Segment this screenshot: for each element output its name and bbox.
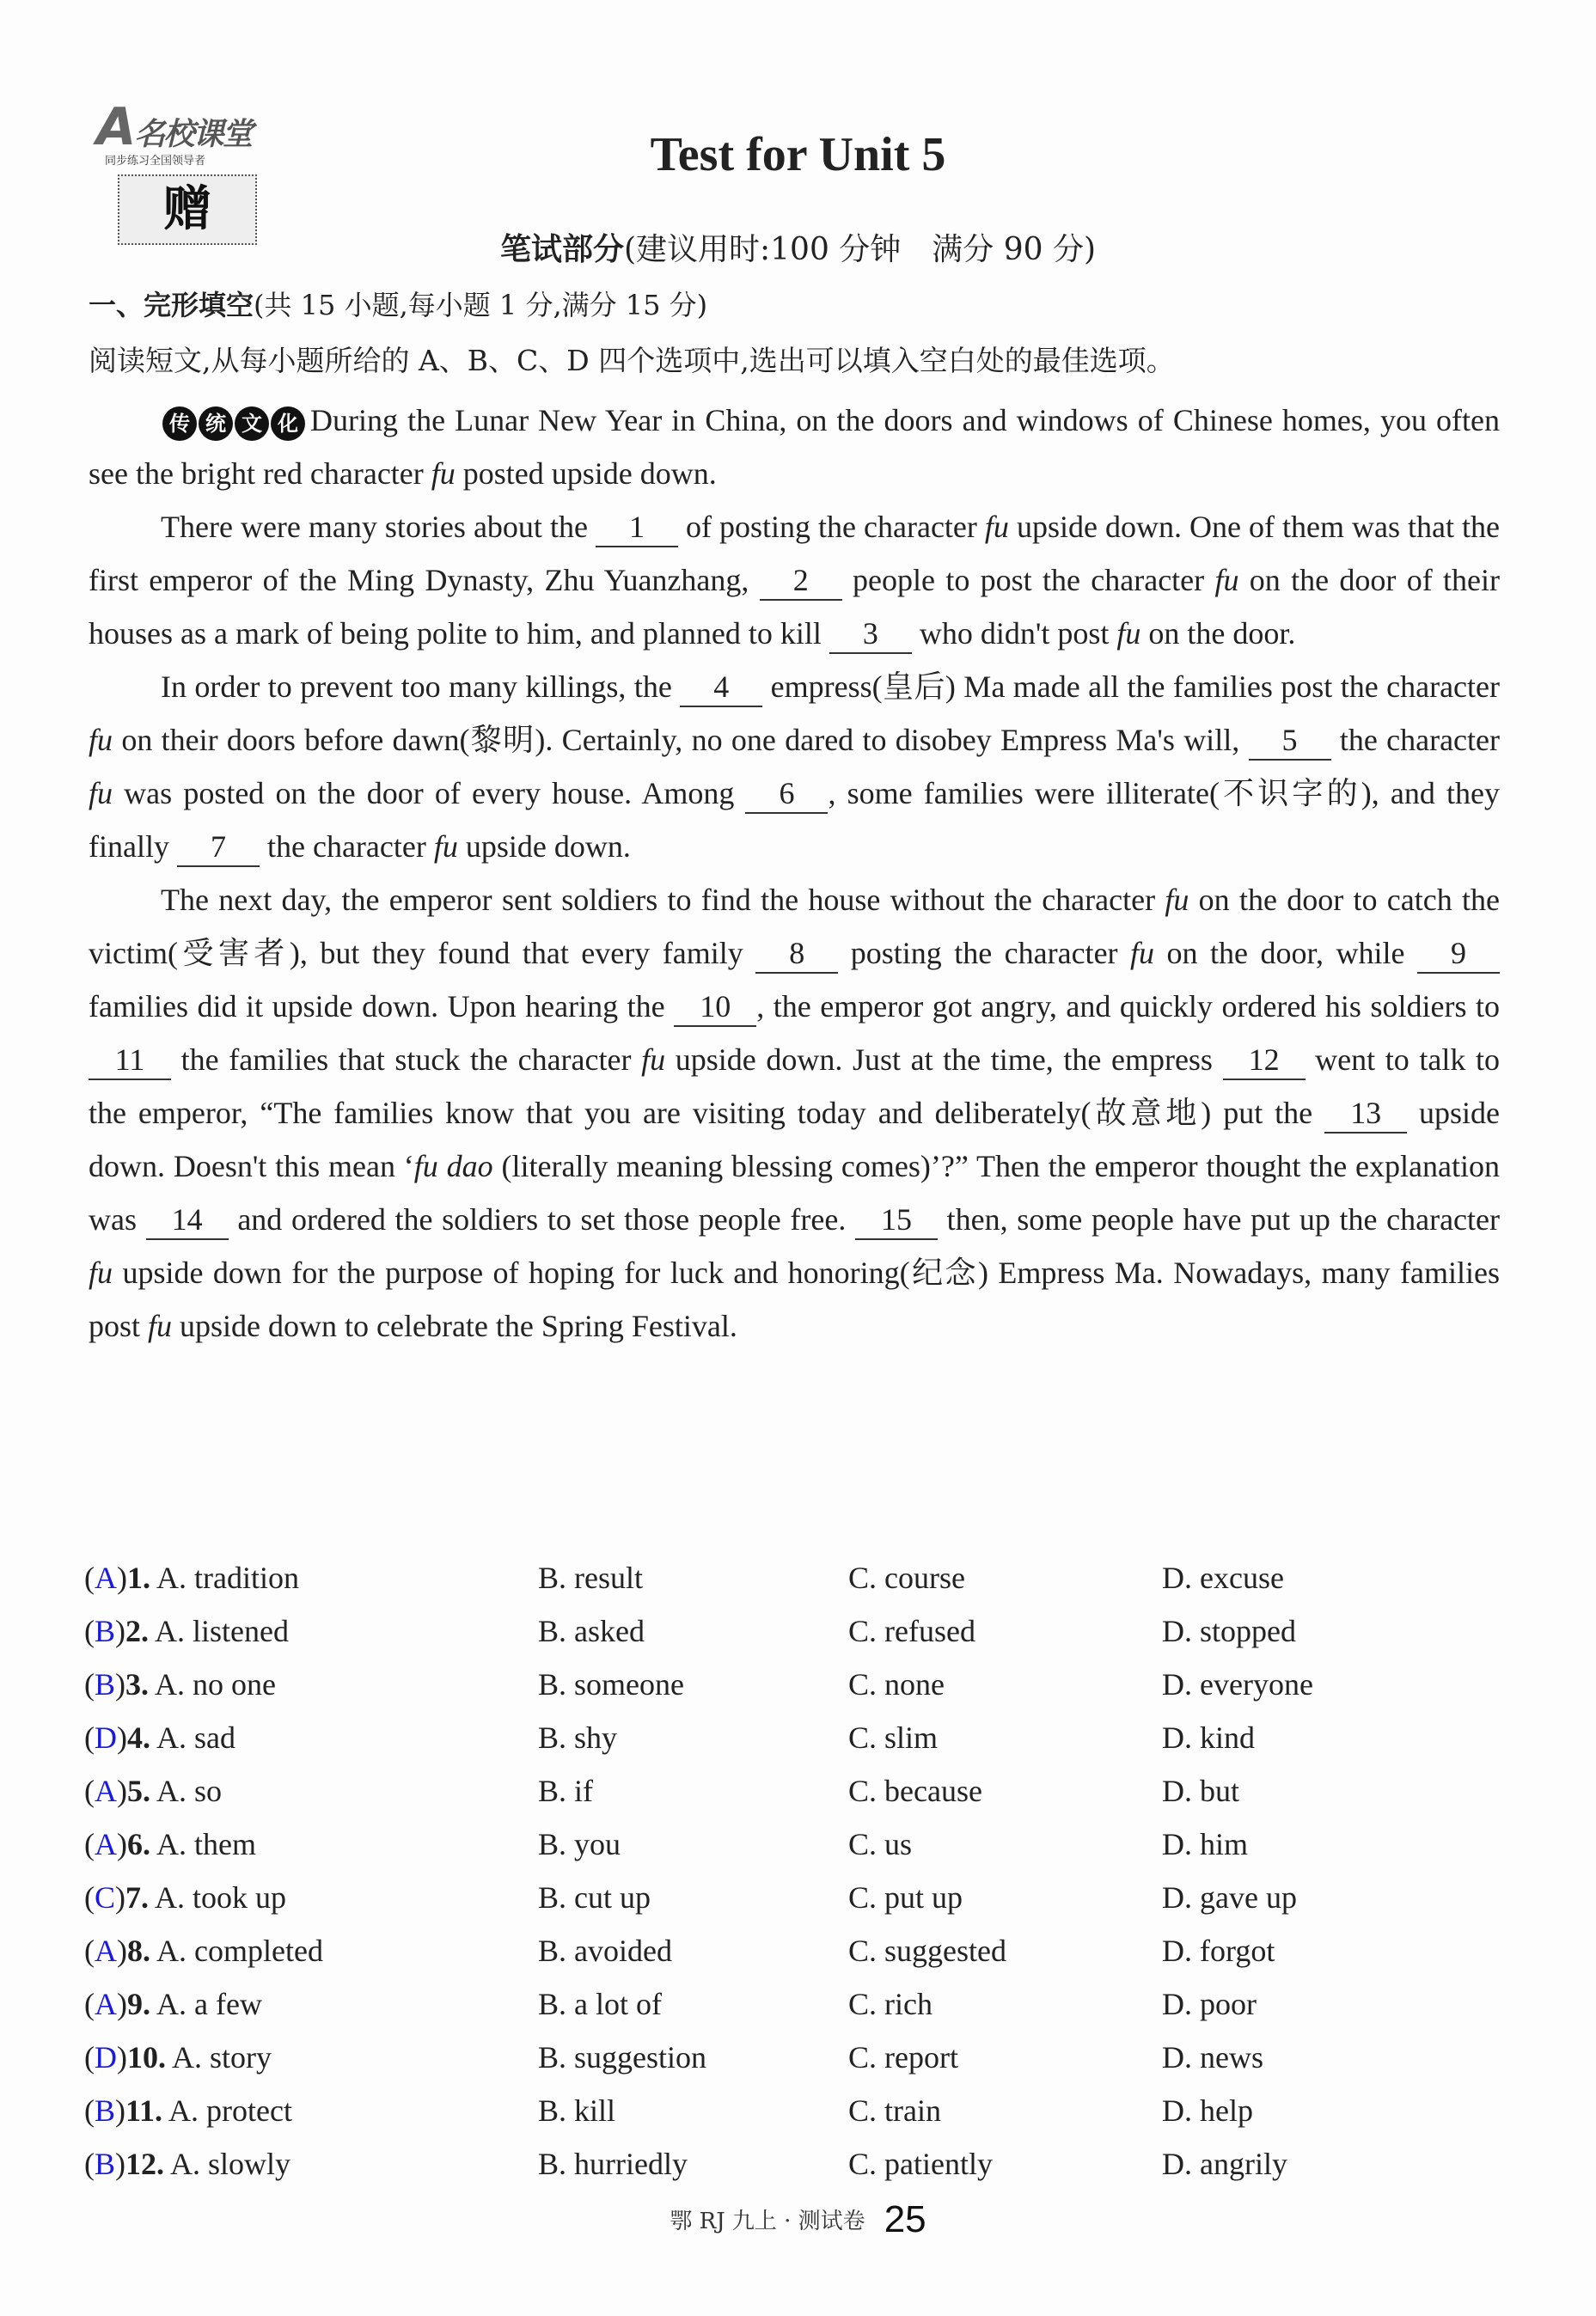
subtitle-bold: 笔试部分: [499, 231, 624, 267]
option-B: B. someone: [538, 1667, 684, 1702]
option-B: B. shy: [538, 1720, 618, 1755]
option-B: B. you: [538, 1827, 621, 1861]
badge-char: 传: [162, 406, 197, 441]
instruction: 阅读短文,从每小题所给的 A、B、C、D 四个选项中,选出可以填入空白处的最佳选项。: [89, 344, 1175, 377]
question-row: [84, 1720, 1511, 1773]
option-C: C. train: [848, 2093, 941, 2128]
page-footer: [0, 2198, 1596, 2241]
italic-term: fu: [89, 1256, 113, 1290]
option-D: D. kind: [1162, 1720, 1255, 1755]
badge-char: 文: [235, 406, 269, 441]
question-number: 4.: [127, 1720, 150, 1755]
question-3: (B)3. A. no one: [84, 1667, 277, 1702]
question-row: [84, 1986, 1511, 2039]
option-C: C. slim: [848, 1720, 939, 1755]
blank-11: 11: [89, 1041, 171, 1080]
passage-paragraph: In order to prevent too many killings, the 4 empress(皇后) Ma made all the families post the character fu on their doors before dawn(黎明). Certainly, no one dared to disobey Empress Ma's will, 5 the character fu was posted on the door of every house. Among 6 , some families were illiterate(不识字的), and they finally 7 the character fu upside down.: [89, 660, 1500, 873]
question-number: 9.: [127, 1987, 150, 2021]
badge-char: 化: [271, 406, 305, 441]
italic-term: fu: [148, 1309, 173, 1343]
question-row: [84, 1613, 1511, 1666]
italic-term: fu: [641, 1042, 666, 1077]
option-C: C. put up: [848, 1880, 963, 1915]
italic-term: fu: [1130, 936, 1155, 970]
question-number: 5.: [127, 1774, 150, 1808]
question-row: [84, 1933, 1511, 1986]
blank-5: 5: [1249, 721, 1331, 761]
option-B: B. a lot of: [538, 1987, 662, 2021]
question-row: [84, 2146, 1511, 2199]
italic-term: fu: [431, 456, 456, 491]
passage-paragraph: 传 统 文 化 During the Lunar New Year in China, on the doors and windows of Chinese homes, you often see the bright red character fu posted upside down.: [89, 403, 1500, 491]
option-C: C. refused: [848, 1614, 975, 1648]
question-number: 8.: [127, 1934, 150, 1968]
blank-9: 9: [1417, 934, 1500, 974]
option-D: D. angrily: [1162, 2147, 1287, 2181]
question-row: [84, 1826, 1511, 1879]
question-6: (A)6. A. them: [84, 1827, 256, 1861]
question-number: 11.: [125, 2093, 163, 2128]
option-D: D. but: [1162, 1774, 1239, 1808]
gift-stamp: 赠: [118, 174, 257, 245]
subtitle-rest: (建议用时:100 分钟 满分 90 分): [623, 232, 1097, 267]
page-number: 25: [884, 2198, 926, 2240]
culture-badge: [162, 406, 305, 441]
option-D: D. stopped: [1162, 1614, 1296, 1648]
option-D: D. excuse: [1162, 1561, 1284, 1595]
blank-14: 14: [146, 1201, 229, 1240]
question-12: (B)12. A. slowly: [84, 2147, 291, 2181]
answer: A: [95, 1827, 117, 1861]
answer: B: [95, 1614, 116, 1648]
blank-12: 12: [1223, 1041, 1306, 1080]
option-B: B. suggestion: [538, 2040, 707, 2075]
option-B: B. asked: [538, 1614, 645, 1648]
question-8: (A)8. A. completed: [84, 1934, 323, 1968]
option-D: D. forgot: [1162, 1934, 1275, 1968]
question-number: 6.: [127, 1827, 150, 1861]
page-title: Test for Unit 5: [650, 128, 946, 181]
question-4: (D)4. A. sad: [84, 1720, 235, 1755]
answer: A: [95, 1934, 117, 1968]
question-number: 12.: [125, 2147, 165, 2181]
question-row: [84, 1560, 1511, 1613]
answer: B: [95, 2093, 116, 2128]
cloze-passage: [89, 394, 1500, 1353]
italic-term: fu: [1214, 563, 1239, 597]
option-D: D. poor: [1162, 1987, 1257, 2021]
option-C: C. us: [848, 1827, 913, 1861]
logo-wordmark: A名校课堂: [96, 97, 252, 157]
option-C: C. suggested: [848, 1934, 1006, 1968]
option-C: C. patiently: [848, 2147, 993, 2181]
option-B: B. cut up: [538, 1880, 651, 1915]
blank-7: 7: [177, 828, 260, 867]
question-11: (B)11. A. protect: [84, 2093, 292, 2128]
option-B: B. kill: [538, 2093, 616, 2128]
question-number: 1.: [127, 1561, 150, 1595]
option-C: C. rich: [848, 1987, 933, 2021]
passage-paragraph: There were many stories about the 1 of posting the character fu upside down. One of them was that the first emperor of the Ming Dynasty, Zhu Yuanzhang, 2 people to post the character fu on the door of their houses as a mark of being polite to him, and planned to kill 3 who didn't post fu on the door.: [89, 500, 1500, 660]
option-B: B. if: [538, 1774, 594, 1808]
question-row: [84, 1879, 1511, 1933]
italic-term: fu: [1116, 616, 1141, 651]
question-row: [84, 2093, 1511, 2146]
option-D: D. help: [1162, 2093, 1253, 2128]
option-C: C. because: [848, 1774, 982, 1808]
question-row: [84, 2039, 1511, 2093]
italic-term: fu: [433, 829, 458, 864]
option-C: C. course: [848, 1561, 965, 1595]
italic-term: fu: [1165, 883, 1189, 917]
question-1: (A)1. A. tradition: [84, 1561, 299, 1595]
question-row: [84, 1773, 1511, 1826]
blank-3: 3: [829, 614, 912, 654]
blank-8: 8: [755, 934, 838, 974]
option-C: C. report: [848, 2040, 958, 2075]
option-D: D. news: [1162, 2040, 1263, 2075]
italic-term: fu: [89, 776, 113, 810]
question-number: 7.: [125, 1880, 150, 1915]
answer: B: [95, 1667, 116, 1702]
question-5: (A)5. A. so: [84, 1774, 223, 1808]
option-D: D. gave up: [1162, 1880, 1297, 1915]
logo-tagline: 同步练习全国领导者: [105, 155, 206, 168]
blank-1: 1: [596, 508, 678, 547]
option-D: D. him: [1162, 1827, 1249, 1861]
option-C: C. none: [848, 1667, 945, 1702]
italic-term: fu: [89, 723, 113, 757]
question-number: 3.: [125, 1667, 150, 1702]
answer: D: [95, 1720, 117, 1755]
question-list: [84, 1560, 1511, 2199]
italic-term: fu dao: [413, 1149, 493, 1183]
answer: B: [95, 2147, 116, 2181]
question-10: (D)10. A. story: [84, 2040, 272, 2075]
footer-text: 鄂 RJ 九上 · 测试卷: [670, 2209, 865, 2234]
blank-2: 2: [760, 561, 842, 601]
badge-char: 统: [199, 406, 233, 441]
answer: D: [95, 2040, 117, 2075]
question-7: (C)7. A. took up: [84, 1880, 287, 1915]
italic-term: fu: [984, 510, 1009, 544]
question-number: 10.: [127, 2040, 166, 2075]
answer: A: [95, 1987, 117, 2021]
blank-4: 4: [680, 668, 762, 707]
blank-6: 6: [745, 774, 828, 814]
blank-10: 10: [674, 987, 756, 1027]
option-D: D. everyone: [1162, 1667, 1313, 1702]
question-row: [84, 1666, 1511, 1720]
answer: C: [95, 1880, 116, 1915]
option-B: B. hurriedly: [538, 2147, 688, 2181]
answer: A: [95, 1561, 117, 1595]
answer: A: [95, 1774, 117, 1808]
subtitle: [0, 225, 1596, 269]
option-B: B. result: [538, 1561, 643, 1595]
section-rest: (共 15 小题,每小题 1 分,满分 15 分): [254, 289, 708, 321]
passage-paragraph: The next day, the emperor sent soldiers to find the house without the character fu on the door to catch the victim(受害者), but they found that every family 8 posting the character fu on the door, while 9 families did it upside down. Upon hearing the 10 , the emperor got angry, and quickly ordered his soldiers to 11 the families that stuck the character fu upside down. Just at the time, the empress 12 went to talk to the emperor, “The families know that you are visiting today and deliberately(故意地) put the 13 upside down. Doesn't this mean ‘fu dao (literally meaning blessing comes)’?” Then the emperor thought the explanation was 14 and ordered the soldiers to set those people free. 15 then, some people have put up the character fu upside down for the purpose of hoping for luck and honoring(纪念) Empress Ma. Nowadays, many families post fu upside down to celebrate the Spring Festival.: [89, 883, 1500, 1343]
question-9: (A)9. A. a few: [84, 1987, 262, 2021]
option-B: B. avoided: [538, 1934, 672, 1968]
section-heading: [89, 284, 707, 323]
question-number: 2.: [125, 1614, 150, 1648]
section-bold: 一、完形填空: [89, 289, 254, 321]
question-2: (B)2. A. listened: [84, 1614, 289, 1648]
blank-15: 15: [855, 1201, 938, 1240]
blank-13: 13: [1324, 1094, 1407, 1134]
